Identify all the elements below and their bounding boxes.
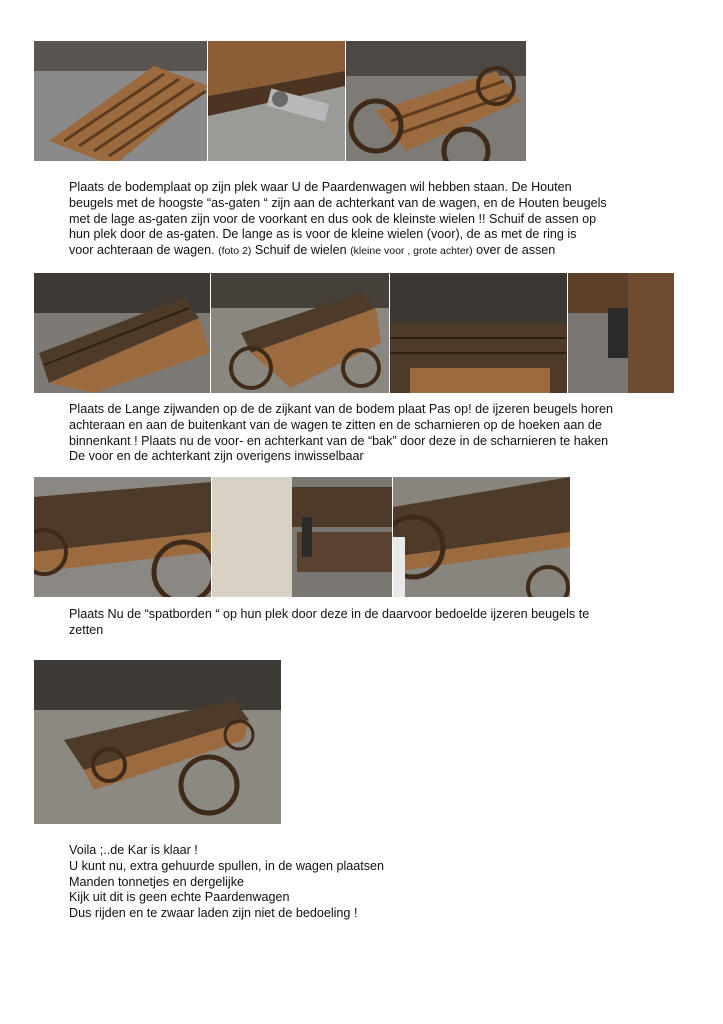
- text-line: Voila ;..de Kar is klaar !: [69, 843, 198, 857]
- text-line: Plaats de Lange zijwanden op de de zijkant van de bodem plaat Pas op! de ijzeren beugels horen: [69, 402, 614, 416]
- text-line: met de lage as-gaten zijn voor de voorkant en dus ook de kleinste wielen !! Schuif de assen op: [69, 211, 597, 226]
- text-line: Manden tonnetjes en dergelijke: [69, 874, 245, 889]
- text-line: U kunt nu, extra gehuurde spullen, in de wagen plaatsen: [69, 858, 385, 873]
- wooden-base-plate-photo: [34, 41, 207, 161]
- text-line: Kijk uit dit is geen echte Paardenwagen: [69, 890, 290, 905]
- text-line: binnenkant ! Plaats nu de voor- en achterkant van de “bak” door deze in de scharnieren te haken: [69, 433, 609, 448]
- text-line: Plaats Nu de “spatborden “ op hun plek door deze in de daarvoor bedoelde ijzeren beugels te: [69, 607, 590, 621]
- text-line: voor achteraan de wagen. (foto 2) Schuif de wielen (kleine voor , grote achter) over de assen: [69, 243, 556, 258]
- instruction-paragraph-1: [69, 180, 669, 260]
- side-wall-right-photo: [211, 273, 389, 393]
- text-line: De voor en de achterkant zijn overigens inwisselbaar: [69, 449, 364, 464]
- mudguard-mounted-photo: [393, 477, 570, 597]
- text-line: zetten: [69, 622, 104, 637]
- side-wall-left-photo: [34, 273, 210, 393]
- mudguard-bracket-closeup-photo: [212, 477, 392, 597]
- text-line: beugels met de hoogste “as-gaten “ zijn aan de achterkant van de wagen, en de Houten beugels: [69, 195, 607, 210]
- finished-cart-photo: [34, 660, 281, 824]
- text-line: hun plek door de as-gaten. De lange as is voor de kleine wielen (voor), de as met de ring is: [69, 227, 577, 242]
- text-line: Dus rijden en te zwaar laden zijn niet de bedoeling !: [69, 906, 358, 921]
- hinge-closeup-photo: [568, 273, 674, 393]
- closing-paragraph: [69, 843, 669, 922]
- instruction-paragraph-2: [69, 402, 669, 465]
- instruction-paragraph-3: [69, 607, 669, 639]
- text-line: Plaats de bodemplaat op zijn plek waar U de Paardenwagen wil hebben staan. De Houten: [69, 180, 572, 194]
- cart-side-with-wheels-photo: [34, 477, 211, 597]
- cart-box-front-photo: [390, 273, 567, 393]
- base-with-wheels-photo: [346, 41, 526, 161]
- axle-hole-closeup-photo: [208, 41, 345, 161]
- text-line: achteraan en aan de buitenkant van de wagen te zitten en de scharnieren op de hoeken aan de: [69, 417, 602, 432]
